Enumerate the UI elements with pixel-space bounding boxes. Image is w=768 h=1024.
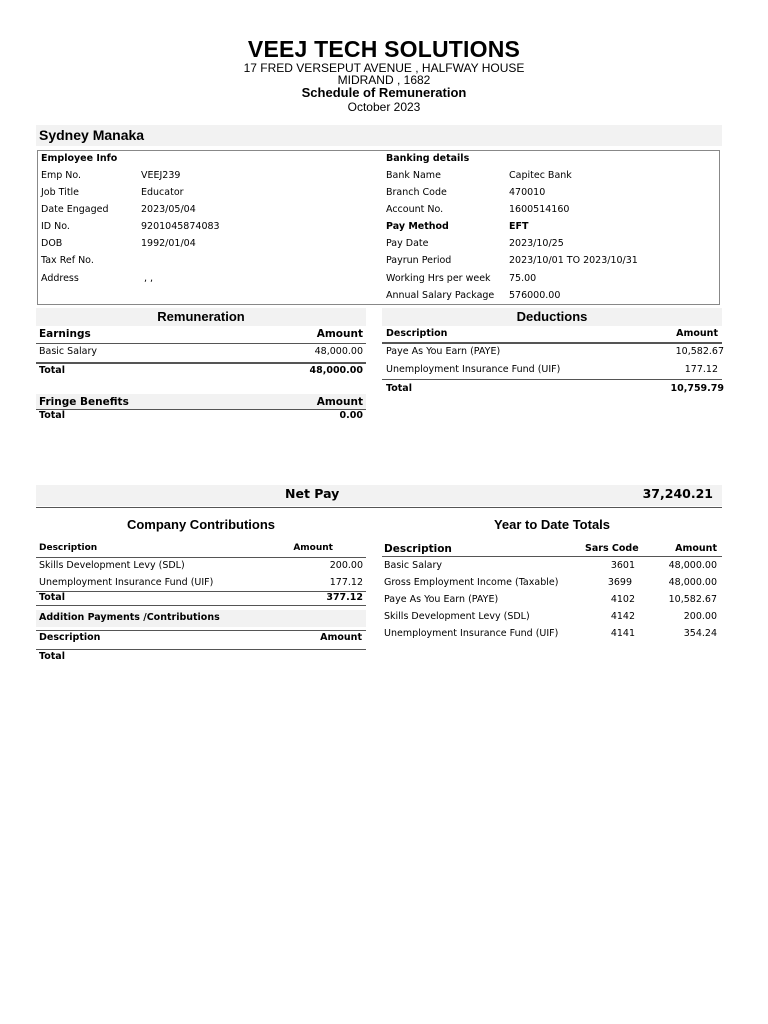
annual-salary-value: 576000.00 [509,290,561,301]
net-pay-rule [36,507,722,508]
document-title: Schedule of Remuneration [301,85,467,100]
earnings-header: Earnings [39,328,91,340]
contrib-sdl-label: Skills Development Levy (SDL) [39,560,185,571]
branch-code-label: Branch Code [386,187,447,198]
pay-date-label: Pay Date [386,238,429,249]
addition-header-rule [36,649,366,650]
fringe-benefits-header: Fringe Benefits [39,396,129,408]
earnings-header-rule [36,343,366,344]
bank-name-value: Capitec Bank [509,170,572,181]
addition-amount-header: Amount [320,632,362,643]
account-no-value: 1600514160 [509,204,570,215]
deductions-title: Deductions [382,308,722,326]
dob-label: DOB [41,238,63,249]
fringe-total-label: Total [39,410,65,421]
banking-details-heading: Banking details [386,153,470,164]
deductions-total-label: Total [386,383,412,394]
ytd-row-label: Basic Salary [384,560,443,571]
deductions-header-rule [382,342,722,344]
account-no-label: Account No. [386,204,444,215]
ytd-amount-header: Amount [675,543,717,554]
deductions-desc-header: Description [386,328,448,339]
contrib-desc-header: Description [39,543,98,553]
ytd-row-code: 3699 [607,577,632,588]
dob-value: 1992/01/04 [141,238,196,249]
earning-item-label: Basic Salary [39,346,98,357]
addition-payments-header: Addition Payments /Contributions [39,612,220,623]
bank-name-label: Bank Name [386,170,441,181]
ytd-desc-header: Description [384,543,452,555]
employee-name-bar [36,125,722,146]
payrun-period-value: 2023/10/01 TO 2023/10/31 [509,255,638,266]
ytd-row-label: Skills Development Levy (SDL) [384,611,530,622]
pay-period-label: October 2023 [347,100,421,114]
ytd-row-amount: 354.24 [683,628,717,639]
deduction-uif-amount: 177.12 [684,364,718,375]
ytd-row-code: 3601 [610,560,635,571]
company-contributions-title: Company Contributions [126,517,276,532]
addition-desc-header: Description [39,632,101,643]
working-hours-label: Working Hrs per week [386,273,491,284]
deduction-paye-label: Paye As You Earn (PAYE) [386,346,501,357]
ytd-row-code: 4141 [610,628,635,639]
pay-method-value: EFT [509,221,529,232]
company-address-line2: MIDRAND , 1682 [337,73,431,87]
ytd-header-rule [382,556,722,557]
earnings-total-rule [36,362,366,364]
working-hours-value: 75.00 [509,273,537,284]
tax-ref-label: Tax Ref No. [41,255,94,266]
employee-name: Sydney Manaka [39,127,145,143]
net-pay-label: Net Pay [285,486,340,501]
deductions-amount-header: Amount [676,328,718,339]
employee-info-heading: Employee Info [41,153,118,164]
ytd-row-code: 4142 [610,611,635,622]
address-label: Address [41,273,79,284]
annual-salary-label: Annual Salary Package [386,290,495,301]
deduction-paye-amount: 10,582.67 [675,346,724,357]
deductions-total-rule [382,379,722,380]
job-title-value: Educator [141,187,184,198]
remuneration-title: Remuneration [36,308,366,326]
contrib-uif-label: Unemployment Insurance Fund (UIF) [39,577,214,588]
pay-method-label: Pay Method [386,221,449,232]
ytd-row-label: Gross Employment Income (Taxable) [384,577,559,588]
branch-code-value: 470010 [509,187,546,198]
contrib-uif-amount: 177.12 [329,577,363,588]
ytd-row-amount: 48,000.00 [668,560,717,571]
ytd-row-code: 4102 [610,594,635,605]
date-engaged-value: 2023/05/04 [141,204,196,215]
id-no-label: ID No. [41,221,70,232]
earnings-amount-header: Amount [316,328,363,340]
addition-top-rule [36,630,366,631]
contrib-total-label: Total [39,592,65,603]
fringe-amount-header: Amount [316,396,363,408]
date-engaged-label: Date Engaged [41,204,109,215]
addition-total-label: Total [39,651,65,662]
address-value: , , [144,273,154,284]
net-pay-value: 37,240.21 [642,486,713,501]
payrun-period-label: Payrun Period [386,255,452,266]
ytd-title: Year to Date Totals [493,517,611,532]
company-address-line1: 17 FRED VERSEPUT AVENUE , HALFWAY HOUSE [243,61,525,75]
fringe-total-value: 0.00 [339,410,363,421]
deduction-uif-label: Unemployment Insurance Fund (UIF) [386,364,561,375]
ytd-code-header: Sars Code [585,543,639,554]
earnings-total-value: 48,000.00 [309,365,363,376]
employee-info-box [37,150,720,305]
id-no-value: 9201045874083 [141,221,220,232]
ytd-row-label: Unemployment Insurance Fund (UIF) [384,628,559,639]
company-name: VEEJ TECH SOLUTIONS [247,36,521,62]
contrib-bottom-rule [36,605,366,606]
emp-no-value: VEEJ239 [141,170,181,181]
ytd-row-amount: 48,000.00 [668,577,717,588]
deductions-total-value: 10,759.79 [670,383,724,394]
contrib-header-rule [36,557,366,558]
emp-no-label: Emp No. [41,170,82,181]
ytd-row-amount: 10,582.67 [668,594,717,605]
job-title-label: Job Title [41,187,80,198]
ytd-row-amount: 200.00 [683,611,717,622]
contrib-amount-header: Amount [293,543,333,553]
earnings-total-label: Total [39,365,65,376]
contrib-sdl-amount: 200.00 [329,560,363,571]
contrib-total-value: 377.12 [326,592,363,603]
pay-date-value: 2023/10/25 [509,238,564,249]
ytd-row-label: Paye As You Earn (PAYE) [384,594,499,605]
earning-item-amount: 48,000.00 [314,346,363,357]
